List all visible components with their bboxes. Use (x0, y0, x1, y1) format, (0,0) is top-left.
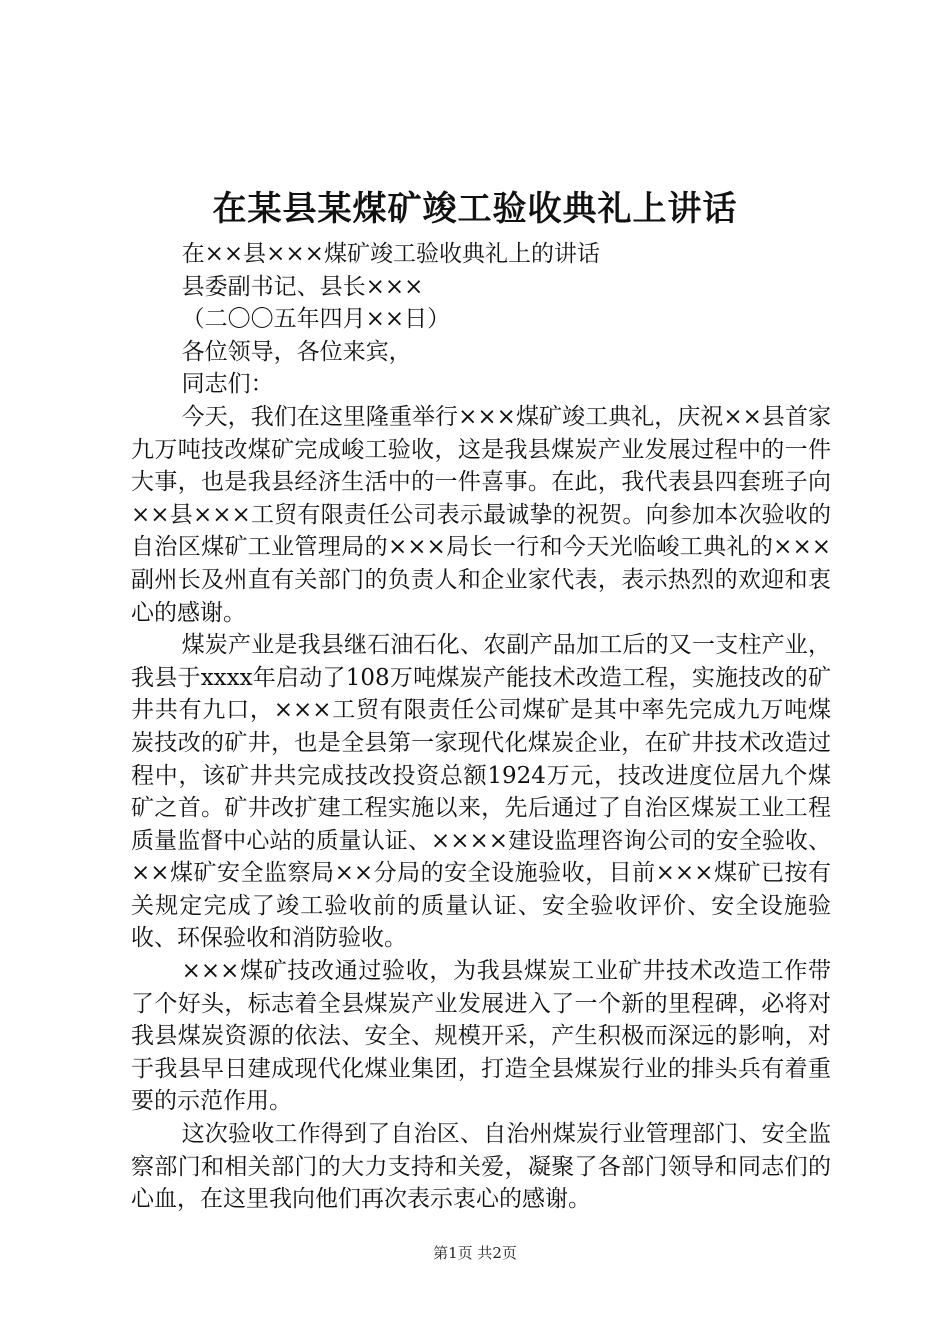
body-paragraph: 煤炭产业是我县继石油石化、农副产品加工后的又一支柱产业，我县于xxxx年启动了108万吨煤炭产能技术改造工程，实施技改的矿井共有九口，×××工贸有限责任公司煤矿是其中率先完成九万吨煤炭技改的矿井，也是全县第一家现代化煤炭企业，在矿井技术改造过程中，该矿井共完成技改投资总额1924万元，技改进度位居九个煤矿之首。矿井改扩建工程实施以来，先后通过了自治区煤炭工业工程质量监督中心站的质量认证、××××建设监理咨询公司的安全验收、××煤矿安全监察局××分局的安全设施验收，目前×××煤矿已按有关规定完成了竣工验收前的质量认证、安全验收评价、安全设施验收、环保验收和消防验收。 (131, 632, 831, 952)
salutation-line: 各位领导，各位来宾， (181, 338, 412, 365)
body-paragraph: 这次验收工作得到了自治区、自治州煤炭行业管理部门、安全监察部门和相关部门的大力支持和关爱，凝聚了各部门领导和同志们的心血，在这里我向他们再次表示衷心的感谢。 (131, 1121, 831, 1213)
page-footer: 第1页 共2页 (433, 1244, 517, 1262)
speaker-line: 县委副书记、县长××× (181, 273, 424, 300)
speech-heading-line: 在××县×××煤矿竣工验收典礼上的讲话 (181, 241, 600, 267)
salutation-line: 同志们： (181, 371, 274, 398)
body-paragraph: ×××煤矿技改通过验收，为我县煤炭工业矿井技术改造工作带了个好头，标志着全县煤炭产业发展进入了一个新的里程碑，必将对我县煤炭资源的依法、安全、规模开采，产生积极而深远的影响，对于我县早日建成现代化煤业集团，打造全县煤炭行业的排头兵有着重要的示范作用。 (131, 958, 831, 1115)
body-paragraph: 今天，我们在这里隆重举行×××煤矿竣工典礼，庆祝××县首家九万吨技改煤矿完成峻工验收，这是我县煤炭产业发展过程中的一件大事，也是我县经济生活中的一件喜事。在此，我代表县四套班子向××县×××工贸有限责任公司表示最诚挚的祝贺。向参加本次验收的自治区煤矿工业管理局的×××局长一行和今天光临峻工典礼的×××副州长及州直有关部门的负责人和企业家代表，表示热烈的欢迎和衷心的感谢。 (131, 403, 831, 626)
document-title: 在某县某煤矿竣工验收典礼上讲话 (212, 189, 738, 229)
date-line: （二〇〇五年四月××日） (181, 306, 451, 333)
document-body (131, 238, 831, 1216)
